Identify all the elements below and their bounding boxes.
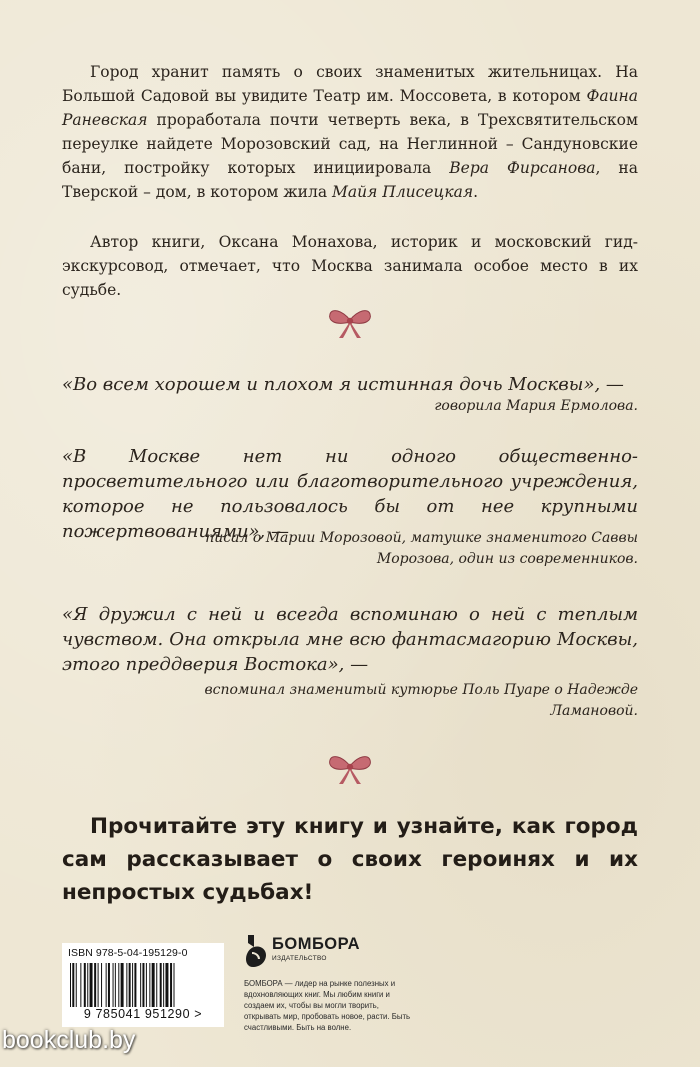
bow-ornament-icon (320, 302, 380, 342)
barcode-bar (76, 963, 77, 1007)
barcode-bar (84, 963, 86, 1007)
barcode-bars (70, 963, 216, 1007)
name-plisetskaya: Майя Плисецкая (332, 183, 474, 201)
name-ranevskaya: Фаина Раневская (62, 87, 638, 129)
barcode-bar (146, 963, 147, 1007)
barcode-bar (101, 963, 102, 1007)
barcode-bar (140, 963, 141, 1007)
barcode-bar (149, 963, 150, 1007)
barcode-bar (70, 963, 71, 1007)
publisher-subtitle: ИЗДАТЕЛЬСТВО (272, 955, 327, 962)
barcode-bar (134, 963, 136, 1007)
barcode-bar (115, 963, 116, 1007)
quote-3-attribution: вспоминал знаменитый кутюрье Поль Пуаре о Надежде Ламановой. (204, 682, 638, 719)
bombora-logo-icon (244, 933, 268, 969)
watermark: bookclub.by (2, 1026, 136, 1054)
barcode-digits: 9 785041 951290 > (83, 1007, 203, 1021)
barcode-bar (129, 963, 131, 1007)
quote-2: «В Москве нет ни одного общественно-просветительного или благотворительного учреждения, которое не пользовалось бы от нее крупными пожертвованиями», — (62, 446, 638, 542)
barcode-bar (163, 963, 164, 1007)
barcode-bar (165, 963, 168, 1007)
barcode-bar (174, 963, 175, 1007)
quote-3: «Я дружил с ней и всегда вспоминаю о ней с теплым чувством. Она открыла мне всю фантасмагорию Москвы, этого преддверия Востока», — (62, 604, 638, 675)
barcode-bar (126, 963, 127, 1007)
call-to-action: Прочитайте эту книгу и узнайте, как город сам рассказывает о своих героинях и их непростых судьбах! (62, 814, 638, 905)
author-paragraph: Автор книги, Оксана Монахова, историк и московский гид-экскурсовод, отмечает, что Москва занимала особое место в их судьбе. (62, 233, 638, 299)
intro-paragraph (62, 60, 638, 204)
isbn-text: ISBN 978-5-04-195129-0 (68, 947, 188, 959)
barcode-bar (106, 963, 107, 1007)
intro-text-1: Город хранит память о своих знаменитых жительницах. На Большой Садовой вы увидите Театр им. Моссовета, в котором (62, 63, 638, 105)
intro-text-3: , на Тверской – дом, в котором жила (62, 159, 638, 201)
publisher-blurb: БОМБОРА — лидер на рынке полезных и вдохновляющих книг. Мы любим книги и создаем их, чтобы вы могли творить, открывать мир, пробовать новое, расти. Быть счастливыми. Быть на волне. (244, 979, 411, 1032)
barcode-bar (90, 963, 93, 1007)
barcode-bar (94, 963, 96, 1007)
barcode-bar (72, 963, 74, 1007)
barcode-bar (170, 963, 172, 1007)
barcode-bar (132, 963, 133, 1007)
barcode (62, 943, 224, 1027)
publisher-name: БОМБОРА (272, 935, 361, 953)
barcode-bar (121, 963, 124, 1007)
intro-text-2: проработала почти четверть века, в Трехсвятительском переулке найдете Морозовский сад, на Неглинной – Сандуновские бани, постройку которых инициировала (62, 111, 638, 177)
quote-1: «Во всем хорошем и плохом я истинная дочь Москвы», — (62, 374, 624, 395)
barcode-bar (142, 963, 144, 1007)
barcode-bar (87, 963, 88, 1007)
bow-ornament-icon (320, 748, 380, 788)
barcode-bar (113, 963, 114, 1007)
barcode-bar (108, 963, 110, 1007)
intro-text-4: . (473, 183, 479, 201)
barcode-bar (152, 963, 155, 1007)
barcode-bar (160, 963, 162, 1007)
publisher-logo (244, 933, 394, 973)
barcode-bar (156, 963, 157, 1007)
barcode-bar (98, 963, 99, 1007)
barcode-bar (80, 963, 81, 1007)
quote-1-attribution: говорила Мария Ермолова. (434, 398, 638, 414)
barcode-bar (118, 963, 119, 1007)
quote-2-attribution: писал о Марии Морозовой, матушке знаменитого Саввы Морозова, один из современников. (205, 530, 638, 567)
name-firsanova: Вера Фирсанова (449, 159, 596, 177)
